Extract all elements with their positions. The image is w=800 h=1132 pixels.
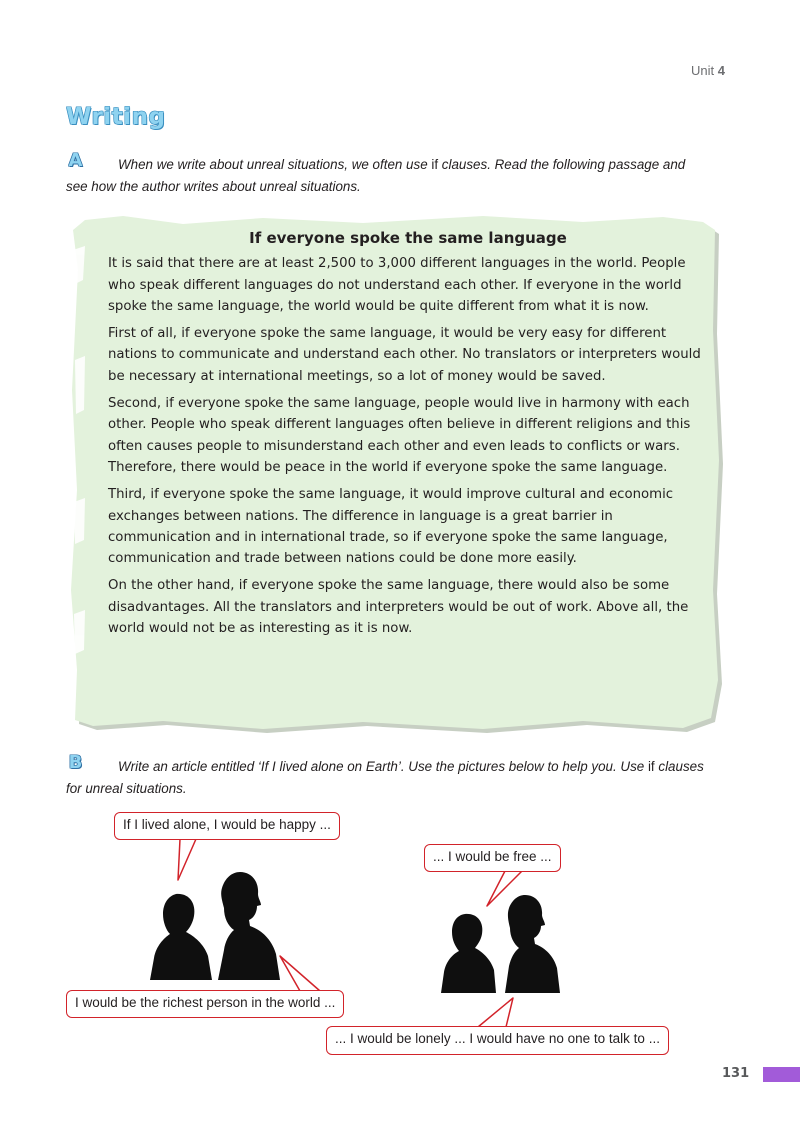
bubble-tail — [178, 839, 196, 880]
unit-number: 4 — [717, 63, 725, 78]
reading-passage-box — [63, 210, 723, 737]
bubble-tail — [280, 956, 320, 991]
page-number: 131 — [722, 1066, 750, 1081]
task-b-instruction-if: if — [647, 759, 655, 774]
task-a-instruction — [66, 154, 706, 198]
section-title: Writing — [66, 104, 166, 130]
task-letter-a: A — [66, 152, 85, 170]
passage-paragraph: It is said that there are at least 2,500 to 3,000 different languages in the world. People who speak different languages do not understand each other. If everyone in the world spoke the same language, the world would be quite different from what it is now. — [108, 256, 686, 314]
passage-paragraph: On the other hand, if everyone spoke the same language, there would also be some disadvantages. All the translators and interpreters would be out of work. Above all, the world would not be as interesting as it is now. — [108, 578, 689, 637]
speech-bubble: I would be the richest person in the world ... — [66, 990, 344, 1018]
passage-paragraph: First of all, if everyone spoke the same language, it would be very easy for different nations to communicate and understand each other. No translators or interpreters would be necessary at international meetings, so a lot of money would be saved. — [108, 326, 701, 384]
task-b-instruction — [66, 756, 706, 800]
man-silhouette-icon — [505, 895, 560, 993]
woman-silhouette-icon — [150, 894, 212, 980]
speech-bubble: If I lived alone, I would be happy ... — [114, 812, 340, 840]
passage-text — [108, 228, 708, 645]
speech-bubble: ... I would be free ... — [424, 844, 561, 872]
passage-paragraph: Third, if everyone spoke the same language, it would improve cultural and economic exchanges between nations. The difference in language is a great barrier in communication and in international trade, so if everyone spoke the same language, communication and trade between nations could be done more easily. — [108, 487, 674, 567]
bubble-tail — [478, 998, 513, 1027]
unit-word: Unit — [691, 63, 715, 78]
man-silhouette-icon — [218, 872, 280, 980]
task-a-instruction-if: if — [431, 157, 439, 172]
unit-label — [691, 63, 725, 78]
task-b-instruction-part1: Write an article entitled ‘If I lived alone on Earth’. Use the pictures below to help you. Use — [118, 759, 648, 774]
passage-title: If everyone spoke the same language — [249, 229, 567, 247]
page-tab-marker — [763, 1067, 800, 1082]
speech-bubble: ... I would be lonely ... I would have no one to talk to ... — [326, 1026, 669, 1055]
task-a-instruction-part1: When we write about unreal situations, we often use — [118, 157, 432, 172]
task-a-instruction-part2: clauses. Read the following passage and see how the author writes about unreal situations. — [66, 157, 686, 194]
passage-paragraph: Second, if everyone spoke the same language, people would live in harmony with each other. People who speak different languages often believe in different religions and this often causes people to misunderstand each other and even leads to conflicts or wars. Therefore, there would be peace in the world if everyone spoke the same language. — [108, 396, 691, 475]
bubble-tail — [487, 871, 522, 906]
task-letter-b: B — [66, 754, 85, 772]
task-b-instruction-part2: clauses for unreal situations. — [66, 759, 704, 796]
woman-silhouette-icon — [441, 914, 496, 993]
